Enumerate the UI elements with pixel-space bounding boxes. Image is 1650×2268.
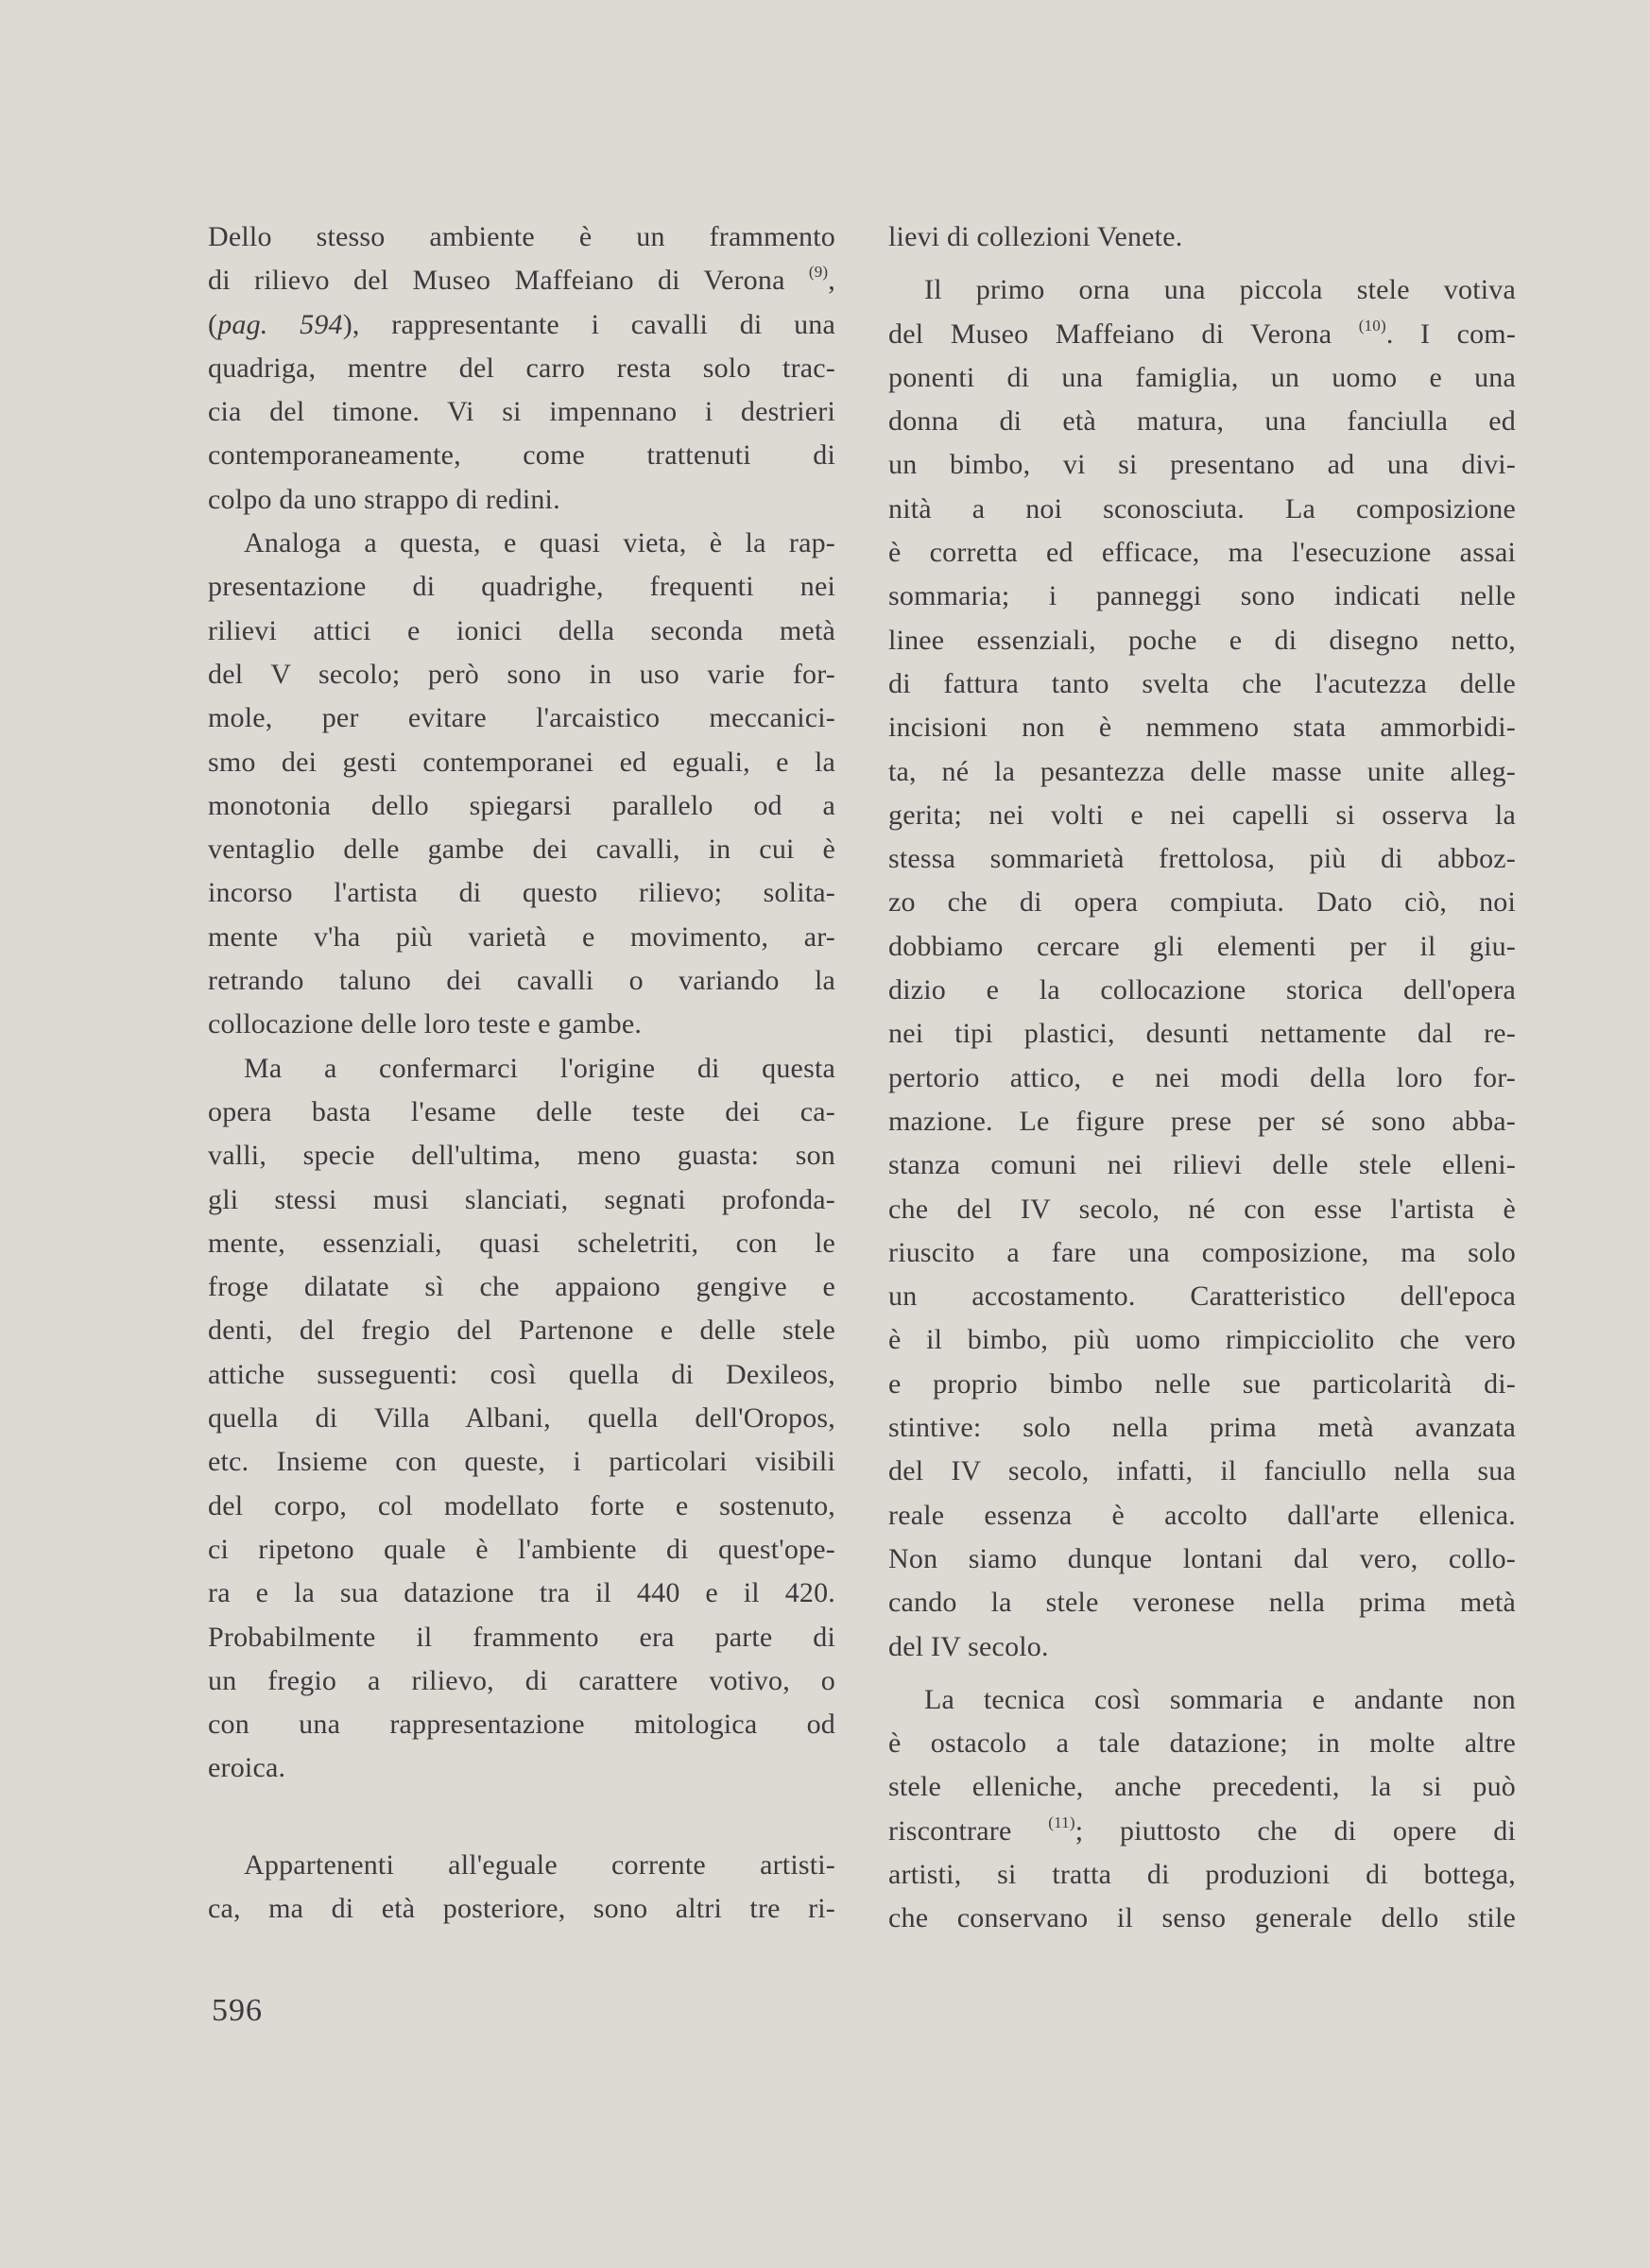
- text-line: cia del timone. Vi si impennano i destrieri: [208, 396, 835, 428]
- text-line: mente, essenziali, quasi scheletriti, con le: [208, 1227, 835, 1259]
- text-line: opera basta l'esame delle teste dei ca-: [208, 1095, 835, 1127]
- text-line: rilievi attici e ionici della seconda metà: [208, 614, 835, 646]
- text-line: ca, ma di età posteriore, sono altri tre ri-: [208, 1892, 835, 1924]
- text-line: mole, per evitare l'arcaistico meccanici-: [208, 702, 835, 734]
- text-line: artisti, si tratta di produzioni di bottega,: [888, 1858, 1516, 1890]
- text-line: mente v'ha più varietà e movimento, ar-: [208, 920, 835, 953]
- text-line: Il primo orna una piccola stele votiva: [924, 274, 1516, 306]
- text-line: (pag. 594), rappresentante i cavalli di una: [208, 308, 835, 340]
- text-line: incisioni non è nemmeno stata ammorbidi-: [888, 712, 1516, 744]
- text-line: linee essenziali, poche e di disegno netto,: [888, 624, 1516, 656]
- text-line: lievi di collezioni Venete.: [888, 221, 1183, 252]
- page-reference: pag. 594: [217, 308, 343, 340]
- footnote-ref: (9): [808, 263, 829, 282]
- paragraph-gap: [888, 1669, 1516, 1678]
- text-line: Probabilmente il frammento era parte di: [208, 1621, 835, 1653]
- paragraph: [888, 1678, 1516, 1941]
- text-line: Dello stesso ambiente è un frammento: [208, 221, 835, 252]
- text-line: attiche susseguenti: così quella di Dexileos,: [208, 1358, 835, 1390]
- text-line: smo dei gesti contemporanei ed eguali, e la: [208, 746, 835, 778]
- paragraph: [208, 522, 835, 1047]
- text-line: un accostamento. Caratteristico dell'epoca: [888, 1280, 1516, 1313]
- section-gap: [208, 1791, 835, 1844]
- paragraph-gap: [888, 259, 1516, 268]
- text-line: quella di Villa Albani, quella dell'Oropos,: [208, 1402, 835, 1435]
- text-line: Appartenenti all'eguale corrente artisti-: [244, 1848, 835, 1881]
- text-line: che del IV secolo, né con esse l'artista è: [888, 1193, 1516, 1225]
- text-line: un fregio a rilievo, di carattere votivo, o: [208, 1664, 835, 1696]
- text-line: eroica.: [208, 1752, 286, 1784]
- text-line: ta, né la pesantezza delle masse unite alleg-: [888, 755, 1516, 787]
- text-line: ventaglio delle gambe dei cavalli, in cui è: [208, 833, 835, 866]
- text-line: Analoga a questa, e quasi vieta, è la rap-: [244, 527, 835, 559]
- text-line: dizio e la collocazione storica dell'opera: [888, 974, 1516, 1006]
- text-line: pertorio attico, e nei modi della loro for-: [888, 1061, 1516, 1093]
- text-line: [208, 259, 835, 302]
- text-line: riuscito a fare una composizione, ma solo: [888, 1236, 1516, 1268]
- text-line: reale essenza è accolto dall'arte ellenica.: [888, 1499, 1516, 1531]
- text-line: con una rappresentazione mitologica od: [208, 1709, 835, 1741]
- text-line: di fattura tanto svelta che l'acutezza delle: [888, 667, 1516, 699]
- text-line: del IV secolo, infatti, il fanciullo nella sua: [888, 1455, 1516, 1487]
- paragraph: [208, 1844, 835, 1932]
- right-column: [888, 215, 1516, 1941]
- text-line: froge dilatate sì che appaiono gengive e: [208, 1271, 835, 1303]
- text-line: ra e la sua datazione tra il 440 e il 420.: [208, 1577, 835, 1609]
- text-line: incorso l'artista di questo rilievo; solita-: [208, 877, 835, 909]
- text-line: colpo da uno strappo di redini.: [208, 483, 560, 515]
- text-line: [888, 1810, 1516, 1853]
- text-line: sommaria; i panneggi sono indicati nelle: [888, 580, 1516, 612]
- text-line: quadriga, mentre del carro resta solo trac-: [208, 352, 835, 384]
- text-line: stanza comuni nei rilievi delle stele elleni-: [888, 1149, 1516, 1181]
- text-line: e proprio bimbo nelle sue particolarità di-: [888, 1367, 1516, 1400]
- text-line: stele elleniche, anche precedenti, la si può: [888, 1771, 1516, 1803]
- text-line: presentazione di quadrighe, frequenti nei: [208, 571, 835, 603]
- text-line: contemporaneamente, come trattenuti di: [208, 439, 835, 472]
- text-line: etc. Insieme con queste, i particolari visibili: [208, 1446, 835, 1478]
- footnote-ref: (11): [1048, 1813, 1075, 1831]
- text-line: del IV secolo.: [888, 1630, 1049, 1662]
- text-line: monotonia dello spiegarsi parallelo od a: [208, 789, 835, 821]
- line-text-trail: ; piuttosto che di opere di: [1074, 1814, 1517, 1847]
- text-line: gli stessi musi slanciati, segnati profonda-: [208, 1183, 835, 1215]
- text-line: ponenti di una famiglia, un uomo e una: [888, 361, 1516, 393]
- text-line: nei tipi plastici, desunti nettamente dal re-: [888, 1018, 1516, 1050]
- text-line: stintive: solo nella prima metà avanzata: [888, 1412, 1516, 1444]
- line-text: del Museo Maffeiano di Verona: [888, 318, 1332, 350]
- text-line: La tecnica così sommaria e andante non: [924, 1683, 1516, 1715]
- paragraph: [208, 215, 835, 522]
- paragraph: [208, 1047, 835, 1791]
- punctuation: ,: [828, 265, 835, 297]
- footnote-ref: (10): [1358, 316, 1386, 335]
- page-number: 596: [212, 1993, 263, 2028]
- text-line: retrando taluno dei cavalli o variando la: [208, 965, 835, 997]
- text-line: è ostacolo a tale datazione; in molte altre: [888, 1727, 1516, 1760]
- paragraph: [888, 215, 1516, 259]
- text-line: nità a noi sconosciuta. La composizione: [888, 492, 1516, 524]
- text-line: Non siamo dunque lontani dal vero, collo-: [888, 1542, 1516, 1574]
- text-line: del corpo, col modellato forte e sostenuto,: [208, 1489, 835, 1521]
- text-line: valli, specie dell'ultima, meno guasta: son: [208, 1140, 835, 1172]
- text-line: Ma a confermarci l'origine di questa: [244, 1052, 835, 1084]
- text-line: donna di età matura, una fanciulla ed: [888, 405, 1516, 438]
- text-line: zo che di opera compiuta. Dato ciò, noi: [888, 886, 1516, 919]
- text-line: denti, del fregio del Partenone e delle stele: [208, 1314, 835, 1347]
- text-line: è corretta ed efficace, ma l'esecuzione assai: [888, 537, 1516, 569]
- text-line: è il bimbo, più uomo rimpicciolito che vero: [888, 1324, 1516, 1356]
- line-text-trail: . I com-: [1385, 318, 1517, 350]
- text-line: un bimbo, vi si presentano ad una divi-: [888, 449, 1516, 481]
- paragraph: [888, 268, 1516, 1669]
- text-line: cando la stele veronese nella prima metà: [888, 1587, 1516, 1619]
- text-line: collocazione delle loro teste e gambe.: [208, 1008, 643, 1040]
- text-line: stessa sommarietà frettolosa, più di abboz-: [888, 843, 1516, 875]
- text-line: [888, 313, 1516, 356]
- line-text: di rilievo del Museo Maffeiano di Verona: [208, 265, 785, 297]
- line-text: riscontrare: [888, 1814, 1012, 1847]
- text-line: che conservano il senso generale dello stile: [888, 1902, 1516, 1934]
- text-line: ci ripetono quale è l'ambiente di quest'ope-: [208, 1533, 835, 1565]
- text-line: del V secolo; però sono in uso varie for-: [208, 658, 835, 690]
- text-line: dobbiamo cercare gli elementi per il giu-: [888, 930, 1516, 962]
- text-line: mazione. Le figure prese per sé sono abba-: [888, 1105, 1516, 1137]
- text-line: gerita; nei volti e nei capelli si osserva la: [888, 799, 1516, 831]
- left-column: [208, 215, 835, 1931]
